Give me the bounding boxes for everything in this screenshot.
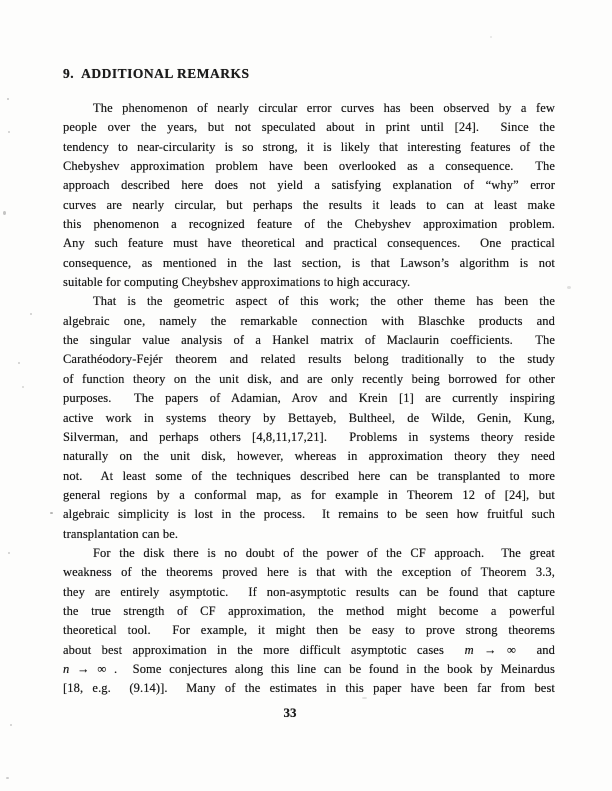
scan-speck [22, 386, 24, 388]
text-line [63, 641, 555, 660]
text-line: Carathéodory-Fejér theorem and related results belong traditionally to the study [63, 352, 555, 367]
text-segment: about best approximation in the more difficult asymptotic cases [63, 642, 465, 657]
scan-speck [18, 362, 20, 364]
scan-speck [567, 286, 571, 289]
text-line: purposes. The papers of Adamian, Arov and Krein [1] are currently inspiring [63, 391, 555, 406]
text-line: the singular value analysis of a Hankel matrix of Maclaurin coefficients. The [63, 333, 555, 348]
section-heading: 9. ADDITIONAL REMARKS [63, 66, 250, 81]
text-line: [18, e.g. (9.14)]. Many of the estimates in this paper have been far from best [63, 681, 555, 696]
text-line: The phenomenon of nearly circular error curves has been observed by a few [93, 101, 555, 115]
scan-speck [8, 131, 10, 133]
body-text [63, 99, 555, 699]
text-line: the true strength of CF approximation, the method might become a powerful [63, 603, 555, 618]
text-line: Silverman, and perhaps others [4,8,11,17,21]. Problems in systems theory reside [63, 429, 555, 444]
text-line: algebraic simplicity is lost in the process. It remains to be seen how fruitful such [63, 507, 555, 522]
text-line: For the disk there is no doubt of the power of the CF approach. The great [93, 545, 555, 560]
text-line: Chebyshev approximation problem have been overlooked as a consequence. The [63, 159, 555, 174]
text-line: they are entirely asymptotic. If non-asymptotic results can be found that capture [63, 584, 555, 599]
text-line: general regions by a conformal map, as for example in Theorem 12 of [24], but [63, 487, 555, 502]
text-line: tendency to near-circularity is so strong, it is likely that interesting features of the [63, 139, 555, 154]
text-line: not. At least some of the techniques described here can be transplanted to more [63, 468, 555, 483]
text-line [63, 660, 555, 679]
scan-speck [10, 724, 12, 726]
text-segment: → ∞ . Some conjectures along this line can be found in the book by Meinardus [69, 661, 555, 676]
text-line: this phenomenon a recognized feature of the Chebyshev approximation problem. [63, 217, 555, 232]
text-line: Any such feature must have theoretical and practical consequences. One practical [63, 236, 555, 251]
text-line: theoretical tool. For example, it might then be easy to prove strong theorems [63, 623, 555, 638]
scan-speck [30, 313, 32, 315]
scan-speck [8, 552, 10, 554]
text-line: active work in systems theory by Bettayeb, Bultheel, de Wilde, Genin, Kung, [63, 410, 555, 425]
text-line: curves are nearly circular, but perhaps the results it leads to can at least make [63, 197, 555, 212]
scan-speck [490, 36, 492, 38]
text-line: That is the geometric aspect of this work; the other theme has been the [93, 294, 555, 309]
scan-speck [6, 777, 9, 779]
scan-speck [3, 211, 6, 215]
scan-speck [50, 512, 53, 514]
text-line: consequence, as mentioned in the last section, is that Lawson’s algorithm is not [63, 255, 555, 270]
page-number: 33 [283, 705, 297, 720]
text-segment: → ∞ and [473, 642, 555, 657]
text-line: people over the years, but not speculated about in print until [24]. Since the [63, 120, 555, 135]
math-variable: m [464, 642, 474, 657]
text-line: algebraic one, namely the remarkable connection with Blaschke products and [63, 313, 555, 328]
scan-speck [362, 697, 367, 699]
math-variable: n [63, 661, 70, 676]
text-line: naturally on the unit disk, however, whereas in approximation theory they need [63, 449, 555, 464]
text-line: weakness of the theorems proved here is that with the exception of Theorem 3.3, [63, 565, 555, 580]
text-line: of function theory on the unit disk, and are only recently being borrowed for other [63, 371, 555, 386]
text-line: transplantation can be. [63, 526, 179, 541]
text-line: approach described here does not yield a satisfying explanation of “why” error [63, 178, 555, 193]
text-line: suitable for computing Cheybshev approximations to high accuracy. [63, 275, 411, 290]
scan-speck [7, 98, 9, 100]
